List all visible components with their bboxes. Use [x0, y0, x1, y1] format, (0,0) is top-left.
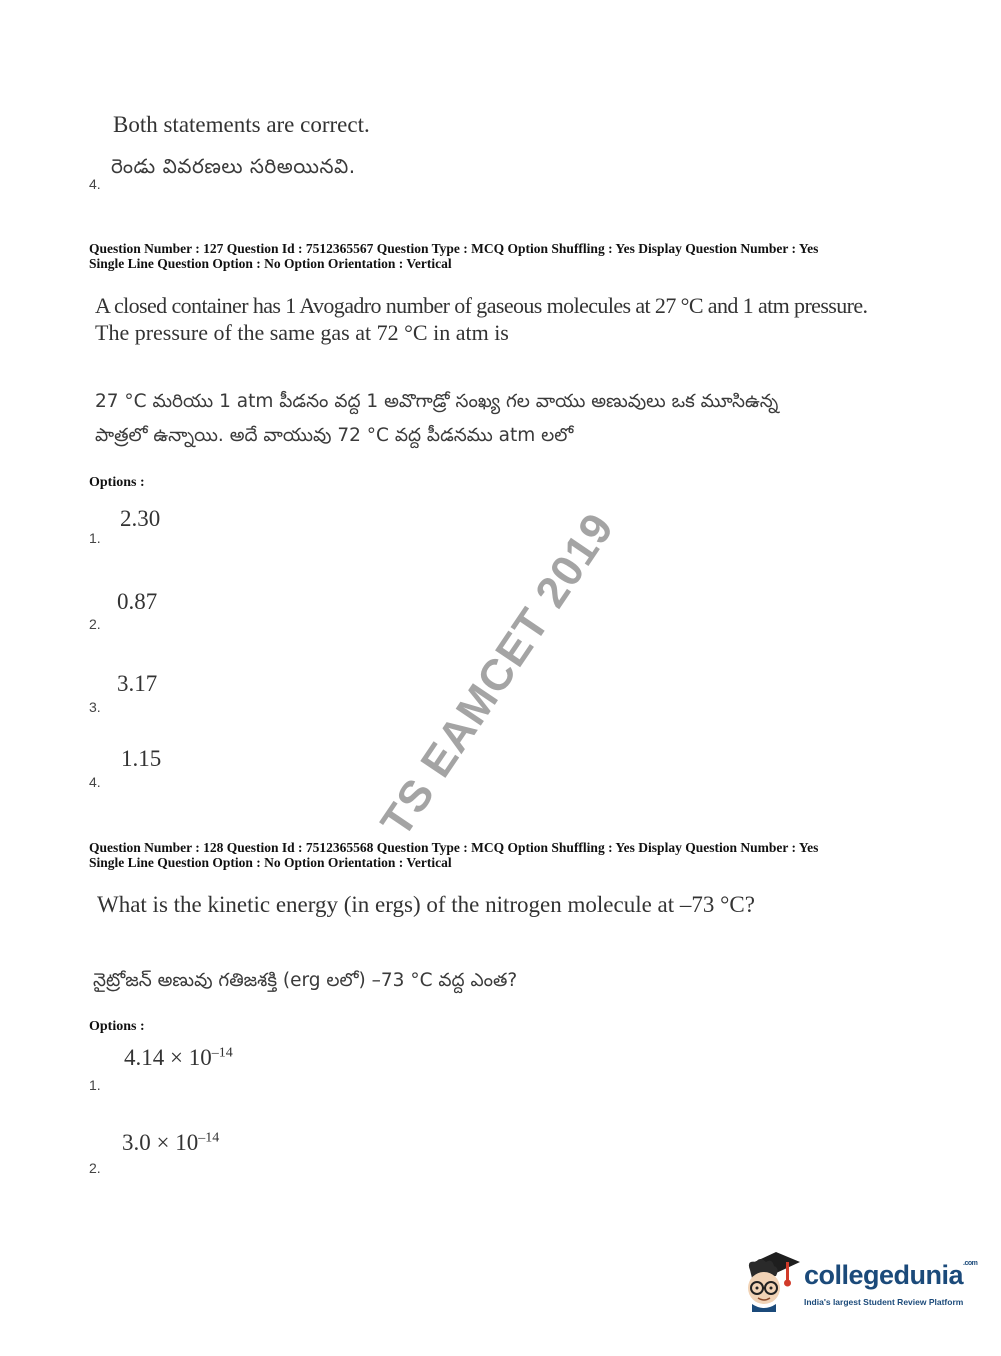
q128-option-1-mantissa: 4.14 × 10 — [124, 1045, 212, 1070]
q128-option-2-number: 2. — [89, 1160, 101, 1176]
q127-option-3-value: 3.17 — [117, 671, 158, 696]
collegedunia-logo — [742, 1250, 978, 1312]
q127-english-line2: The pressure of the same gas at 72 °C in atm is — [95, 320, 509, 345]
q127-meta-line2: Single Line Question Option : No Option Orientation : Vertical — [89, 256, 452, 271]
q128-options-label: Options : — [89, 1019, 145, 1034]
q128-meta-line1: Question Number : 128 Question Id : 7512365568 Question Type : MCQ Option Shuffling : Yes Display Question Number : Yes — [89, 840, 819, 855]
q128-text-english: What is the kinetic energy (in ergs) of the nitrogen molecule at –73 °C? — [97, 892, 755, 917]
q127-option-2-number: 2. — [89, 616, 101, 632]
watermark: TS EAMCET 2019 — [371, 504, 624, 846]
q127-option-4-value: 1.15 — [121, 746, 162, 771]
logo-tagline: India's largest Student Review Platform — [804, 1297, 964, 1307]
prev-option-4-telugu: రెండు వివరణలు సరిఅయినవి. — [111, 154, 356, 178]
logo-name-text: collegedunia — [804, 1260, 964, 1290]
prev-option-4-number: 4. — [89, 176, 101, 192]
q127-options-label: Options : — [89, 475, 145, 490]
q128-option-2-exponent: –14 — [198, 1130, 220, 1146]
q127-telugu-line2: పాత్రలో ఉన్నాయి. అదే వాయువు 72 °C వద్ద పీడనము atm లలో — [95, 425, 574, 446]
q128-meta — [89, 840, 818, 870]
prev-option-4-english: Both statements are correct. — [113, 112, 370, 137]
q128-option-1-value — [124, 1045, 233, 1071]
logo-name — [804, 1260, 977, 1291]
q127-meta-line1: Question Number : 127 Question Id : 7512365567 Question Type : MCQ Option Shuffling : Yes Display Question Number : Yes — [89, 241, 819, 256]
q128-meta-line2: Single Line Question Option : No Option Orientation : Vertical — [89, 855, 452, 870]
q128-text-telugu: నైట్రోజన్ అణువు గతిజశక్తి (erg లలో) –73 °C వద్ద ఎంత? — [93, 970, 518, 991]
q127-option-1-number: 1. — [89, 530, 101, 546]
q127-option-4-number: 4. — [89, 774, 101, 790]
student-mascot-icon — [742, 1250, 802, 1312]
q127-option-1-value: 2.30 — [120, 506, 161, 531]
q128-option-2-value — [122, 1130, 219, 1156]
q128-option-1-number: 1. — [89, 1077, 101, 1093]
q127-text-telugu — [95, 385, 778, 453]
q128-option-2-mantissa: 3.0 × 10 — [122, 1130, 199, 1155]
q127-option-3-number: 3. — [89, 699, 101, 715]
q127-option-2-value: 0.87 — [117, 589, 158, 614]
q128-option-1-exponent: –14 — [211, 1045, 233, 1061]
q127-meta — [89, 241, 818, 271]
q127-text-english — [95, 292, 867, 346]
q127-english-line1: A closed container has 1 Avogadro number of gaseous molecules at 27 °C and 1 atm pressure. — [95, 293, 868, 318]
q127-telugu-line1: 27 °C మరియు 1 atm పీడనం వద్ద 1 అవొగాడ్రో సంఖ్య గల వాయు అణువులు ఒక మూసిఉన్న — [95, 391, 779, 412]
logo-suffix: .com — [963, 1260, 978, 1267]
